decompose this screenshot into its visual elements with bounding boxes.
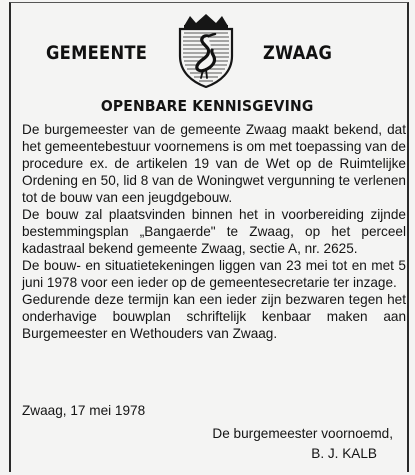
signoff-role: De burgemeester voornoemd, [212, 426, 393, 441]
signoff [212, 424, 393, 464]
dateline: Zwaag, 17 mei 1978 [22, 403, 146, 418]
notice-title [0, 97, 415, 115]
notice-header [0, 12, 415, 90]
header-word-zwaag: ZWAAG [263, 42, 333, 64]
heron-crest-icon [170, 12, 242, 88]
notice-title-text: OPENBARE KENNISGEVING [101, 97, 314, 115]
paragraph-objections: Gedurende deze termijn kan een ieder zijn bezwaren tegen het onderhavige bouwplan schriftelijk kenbaar maken aan Burgemeester en Wethouders van Zwaag. [22, 292, 406, 341]
paragraph-announcement: De burgemeester van de gemeente Zwaag maakt bekend, dat het gemeentebestuur voornemens is om met toepassing van de procedure ex. de artikelen 19 van de Wet op de Ruimtelijke Ordening en 50, lid 8 van de Woningwet vergunning te verlenen tot de bouw van een jeugdgebouw. [22, 122, 406, 205]
signoff-name: B. J. KALB [311, 446, 377, 461]
paragraph-location: De bouw zal plaatsvinden binnen het in voorbereiding zijnde bestemmingsplan „Bangaerde" te Zwaag, op het perceel kadastraal bekend gemeente Zwaag, sectie A, nr. 2625. [22, 207, 406, 256]
paragraph-inspection: De bouw- en situatietekeningen liggen van 23 mei tot en met 5 juni 1978 voor een ieder op de gemeentesecretarie ter inzage. [22, 258, 406, 290]
notice-body [22, 121, 406, 342]
header-word-gemeente: GEMEENTE [46, 42, 148, 64]
